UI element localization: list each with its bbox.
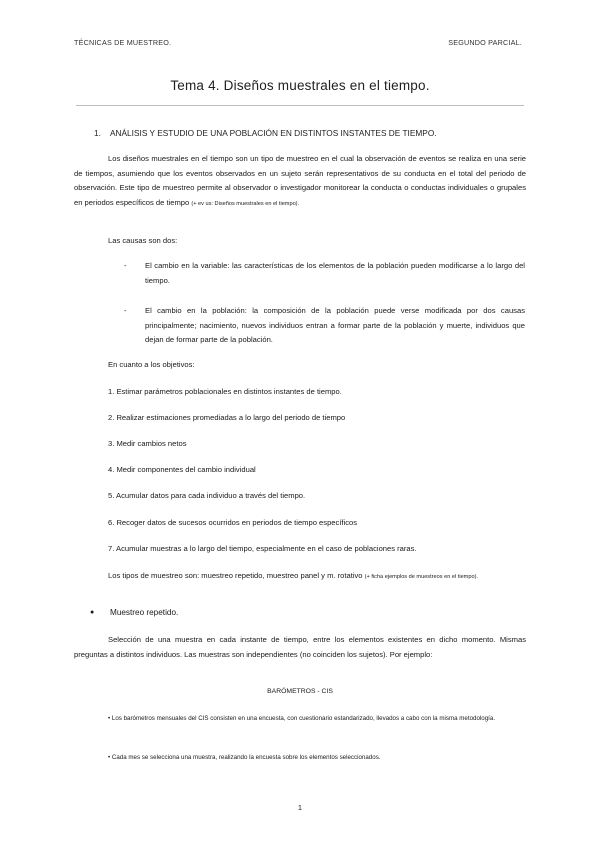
page-number: 1 <box>297 803 303 812</box>
objective-item: 3. Medir cambios netos <box>108 439 187 448</box>
types-note: (+ ficha ejemplos de muestreos en el tiempo). <box>364 574 478 580</box>
causes-heading: Las causas son dos: <box>108 236 178 245</box>
objective-item: 6. Recoger datos de sucesos ocurridos en periodos de tiempo específicos <box>108 518 358 527</box>
objective-item: 7. Acumular muestras a lo largo del tiempo, especialmente en el caso de poblaciones raras. <box>108 544 417 553</box>
dash-bullet: - <box>124 261 127 270</box>
objective-item: 5. Acumular datos para cada individuo a través del tiempo. <box>108 491 306 500</box>
cause-item: El cambio en la variable: las características de los elementos de la población pueden modificarse a lo largo del tiempo. <box>145 261 525 285</box>
intro-text: Los diseños muestrales en el tiempo son un tipo de muestreo en el cual la observación de eventos se realiza en una serie de tiempos, asumiendo que los eventos observados en un sujeto serán representativos de su conducta en el total del periodo de observación. Este tipo de muestreo permite al observador o investigador monitorear la conducta o conductas individuales o grupales en periodos específicos de tiempo <box>74 154 526 207</box>
header-right: SEGUNDO PARCIAL. <box>448 38 522 47</box>
example-item: • Los barómetros mensuales del CIS consisten en una encuesta, con cuestionario estandarizado, llevados a cabo con la misma metodología. <box>108 715 496 722</box>
objective-item: 4. Medir componentes del cambio individual <box>108 465 256 474</box>
objectives-heading: En cuanto a los objetivos: <box>108 360 195 369</box>
types-paragraph <box>74 569 526 585</box>
header-left: TÉCNICAS DE MUESTREO. <box>74 38 172 47</box>
example-heading: BARÓMETROS - CIS <box>267 688 333 695</box>
section-heading <box>94 128 437 138</box>
objective-item: 1. Estimar parámetros poblacionales en distintos instantes de tiempo. <box>108 387 342 396</box>
repeated-heading: Muestreo repetido. <box>110 608 179 617</box>
intro-note: (+ ev us: Diseños muestrales en el tiempo). <box>191 200 300 207</box>
bullet-icon: ● <box>90 609 95 616</box>
page-title: Tema 4. Diseños muestrales en el tiempo. <box>170 78 430 93</box>
dash-bullet: - <box>124 306 127 315</box>
types-text: Los tipos de muestreo son: muestreo repetido, muestreo panel y m. rotativo <box>108 571 363 580</box>
title-divider <box>76 105 524 106</box>
example-item: • Cada mes se selecciona una muestra, realizando la encuesta sobre los elementos seleccionados. <box>108 754 381 761</box>
cause-item: El cambio en la población: la composición de la población puede verse modificada por dos causas principalmente; nacimiento, nuevos individuos entran a formar parte de la población y muerte, individuos que dejan de formar parte de la población. <box>145 306 525 345</box>
intro-paragraph <box>74 152 526 211</box>
section-title: ANÁLISIS Y ESTUDIO DE UNA POBLACIÓN EN DISTINTOS INSTANTES DE TIEMPO. <box>110 128 437 138</box>
objective-item: 2. Realizar estimaciones promediadas a lo largo del periodo de tiempo <box>108 413 346 422</box>
repeated-paragraph: Selección de una muestra en cada instante de tiempo, entre los elementos existentes en dicho momento. Mismas preguntas a distintos individuos. Las muestras son independientes (no coinciden los sujetos). Por ejemplo: <box>74 635 526 659</box>
section-number: 1. <box>94 128 101 138</box>
